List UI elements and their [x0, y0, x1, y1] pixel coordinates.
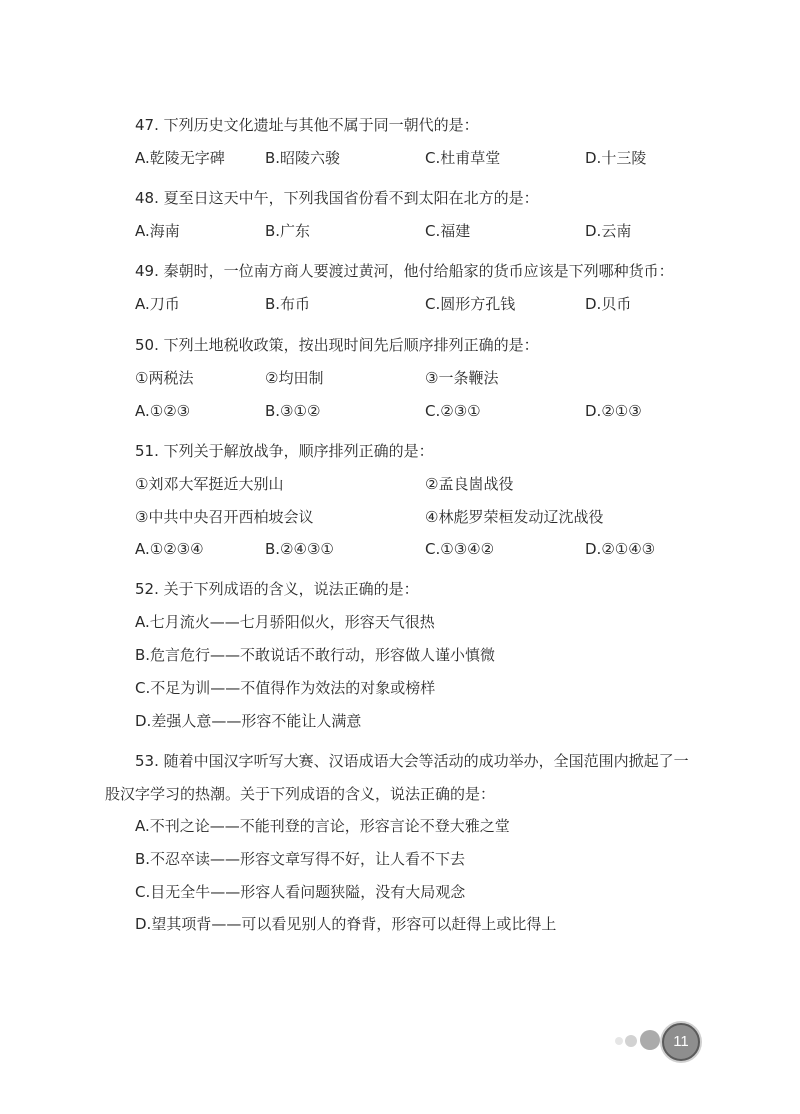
option-b: B.危言危行——不敢说话不敢行动，形容做人谨小慎微	[135, 646, 496, 664]
option-d: D.云南	[585, 222, 632, 240]
option-a: A.①②③	[135, 402, 191, 420]
option-c: C.杜甫草堂	[425, 149, 501, 167]
option-d: D.望其项背——可以看见别人的脊背，形容可以赶得上或比得上	[135, 915, 557, 933]
option-c: C.②③①	[425, 402, 481, 420]
option-b: B.昭陵六骏	[265, 149, 341, 167]
option-b: B.②④③①	[265, 540, 334, 558]
question-47-options	[135, 148, 735, 168]
option-d: D.贝币	[585, 295, 632, 313]
option-b: B.广东	[265, 222, 311, 240]
option-a: A.刀币	[135, 295, 180, 313]
item-1: ①刘邓大军挺近大别山	[135, 475, 284, 493]
question-49-options	[135, 294, 735, 314]
question-47-stem: 47. 下列历史文化遗址与其他不属于同一朝代的是：	[135, 116, 479, 134]
option-c: C.目无全牛——形容人看问题狭隘，没有大局观念	[135, 883, 466, 901]
option-d: D.差强人意——形容不能让人满意	[135, 712, 362, 730]
option-c: C.①③④②	[425, 540, 495, 558]
option-c: C.福建	[425, 222, 471, 240]
question-49-stem: 49. 秦朝时，一位南方商人要渡过黄河，他付给船家的货币应该是下列哪种货币：	[135, 262, 674, 280]
question-50-options	[135, 401, 735, 421]
option-a: A.海南	[135, 222, 180, 240]
option-d: D.②①④③	[585, 540, 656, 558]
option-a: A.①②③④	[135, 540, 204, 558]
decor-dot-large-icon	[640, 1030, 660, 1050]
question-51-items-row2	[135, 507, 735, 527]
item-4: ④林彪罗荣桓发动辽沈战役	[425, 508, 604, 526]
question-48-stem: 48. 夏至日这天中午，下列我国省份看不到太阳在北方的是：	[135, 189, 539, 207]
option-b: B.③①②	[265, 402, 321, 420]
option-b: B.布币	[265, 295, 311, 313]
question-53-stem-line1: 53. 随着中国汉字听写大赛、汉语成语大会等活动的成功举办，全国范围内掀起了一	[135, 752, 689, 770]
option-a: A.乾陵无字碑	[135, 149, 225, 167]
question-51-items-row1	[135, 474, 735, 494]
page-number: 11	[662, 1023, 700, 1061]
item-3: ③中共中央召开西柏坡会议	[135, 508, 314, 526]
option-a: A.七月流火——七月骄阳似火，形容天气很热	[135, 613, 435, 631]
question-51-stem: 51. 下列关于解放战争，顺序排列正确的是：	[135, 442, 434, 460]
question-50-items	[135, 368, 735, 388]
option-b: B.不忍卒读——形容文章写得不好，让人看不下去	[135, 850, 466, 868]
question-52-stem: 52. 关于下列成语的含义，说法正确的是：	[135, 580, 419, 598]
option-c: C.不足为训——不值得作为效法的对象或榜样	[135, 679, 436, 697]
option-d: D.十三陵	[585, 149, 647, 167]
item-2: ②均田制	[265, 369, 324, 387]
decor-dot-small-icon	[615, 1037, 623, 1045]
item-3: ③一条鞭法	[425, 369, 499, 387]
option-c: C.圆形方孔钱	[425, 295, 516, 313]
question-51-options	[135, 539, 735, 559]
item-1: ①两税法	[135, 369, 194, 387]
question-48-options	[135, 221, 735, 241]
item-2: ②孟良崮战役	[425, 475, 514, 493]
option-a: A.不刊之论——不能刊登的言论，形容言论不登大雅之堂	[135, 817, 510, 835]
option-d: D.②①③	[585, 402, 642, 420]
question-53-stem-line2: 股汉字学习的热潮。关于下列成语的含义，说法正确的是：	[105, 785, 496, 803]
question-50-stem: 50. 下列土地税收政策，按出现时间先后顺序排列正确的是：	[135, 336, 539, 354]
page-indicator	[612, 1017, 704, 1065]
decor-dot-medium-icon	[625, 1035, 637, 1047]
